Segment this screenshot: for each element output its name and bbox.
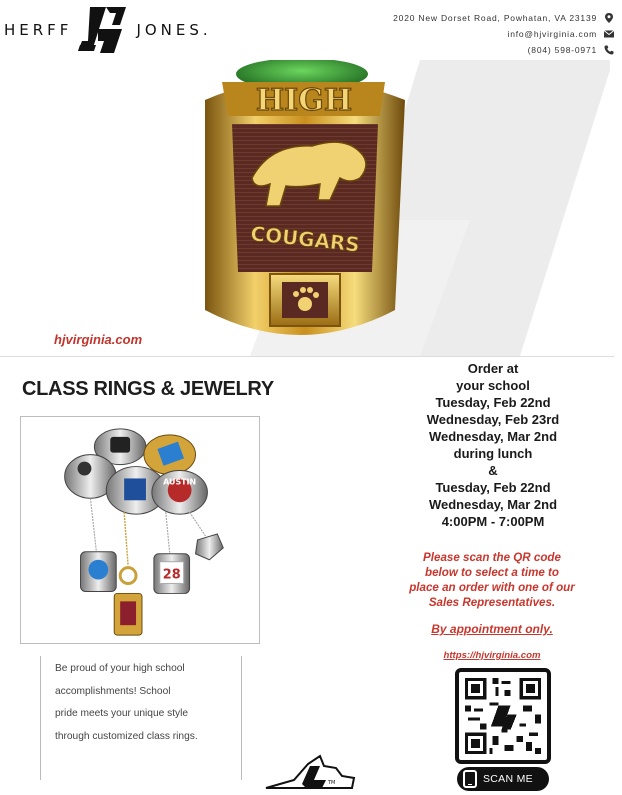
promo-line: place an order with one of our — [409, 581, 575, 594]
scan-me-button[interactable] — [457, 767, 549, 791]
schedule-line: Tuesday, Feb 22nd — [435, 395, 551, 410]
jewelry-photo — [20, 416, 260, 644]
blurb-text — [41, 656, 241, 750]
envelope-icon — [604, 29, 614, 39]
scan-instructions — [392, 550, 592, 610]
schedule-line: Wednesday, Mar 2nd — [428, 497, 558, 512]
logo-word-left: HERFF — [4, 21, 73, 39]
schedule-line: & — [488, 463, 498, 478]
scan-me-label: SCAN ME — [483, 773, 533, 785]
blurb-box — [40, 656, 242, 780]
smartphone-icon — [463, 770, 477, 788]
blurb-line: accomplishments! School — [55, 685, 171, 697]
rings-pendants-illustration — [21, 417, 259, 643]
herff-jones-logo[interactable] — [4, 6, 212, 54]
hj-logo-mark-icon — [76, 5, 132, 55]
phone-row[interactable] — [393, 42, 614, 58]
schedule-line: Tuesday, Feb 22nd — [435, 480, 551, 495]
schedule-line: during lunch — [453, 446, 533, 461]
qr-code[interactable] — [455, 668, 551, 764]
order-schedule — [394, 360, 592, 530]
address-row — [393, 10, 614, 26]
qr-code-icon — [465, 678, 541, 754]
ring-top-text: HIGH — [255, 83, 353, 118]
blurb-line: Be proud of your high school — [55, 663, 185, 674]
header — [0, 0, 622, 60]
virginia-state-logo-icon — [264, 750, 356, 792]
schedule-line: Order at — [467, 361, 519, 376]
promo-line: Please scan the QR code — [423, 551, 561, 564]
schedule-line: 4:00PM - 7:00PM — [441, 514, 545, 529]
phone-icon — [604, 45, 614, 55]
phone-link[interactable]: (804) 598-0971 — [527, 45, 597, 55]
schedule-line: your school — [456, 378, 530, 393]
hero-ring-illustration — [0, 60, 622, 356]
contact-info — [393, 10, 614, 58]
qr-url-link[interactable]: https://hjvirginia.com — [443, 650, 541, 661]
svg-text:TM: TM — [328, 780, 336, 786]
ring-austin-text: AUSTIN — [163, 477, 197, 487]
address-text: 2020 New Dorset Road, Powhatan, VA 23139 — [393, 13, 597, 23]
page-title: CLASS RINGS & JEWELRY — [22, 378, 274, 400]
schedule-line: Wednesday, Mar 2nd — [428, 429, 558, 444]
email-row[interactable] — [393, 26, 614, 42]
map-pin-icon — [604, 13, 614, 23]
pendant-shield — [196, 534, 224, 560]
promo-line: below to select a time to — [424, 566, 559, 579]
ring-side-text: COUGARS — [249, 221, 361, 257]
email-link[interactable]: info@hjvirginia.com — [507, 29, 597, 39]
blurb-line: through customized class rings. — [55, 730, 198, 742]
schedule-line: Wednesday, Feb 23rd — [426, 412, 560, 427]
pendant-number-text: 28 — [162, 567, 181, 583]
section-divider — [0, 356, 614, 357]
blurb-line: pride meets your unique style — [55, 708, 189, 719]
appointment-note: By appointment only. — [431, 622, 553, 636]
hero-banner — [0, 60, 622, 356]
logo-word-right: JONES. — [136, 21, 212, 39]
promo-line: Sales Representatives. — [428, 596, 556, 609]
website-link[interactable]: hjvirginia.com — [54, 332, 143, 347]
